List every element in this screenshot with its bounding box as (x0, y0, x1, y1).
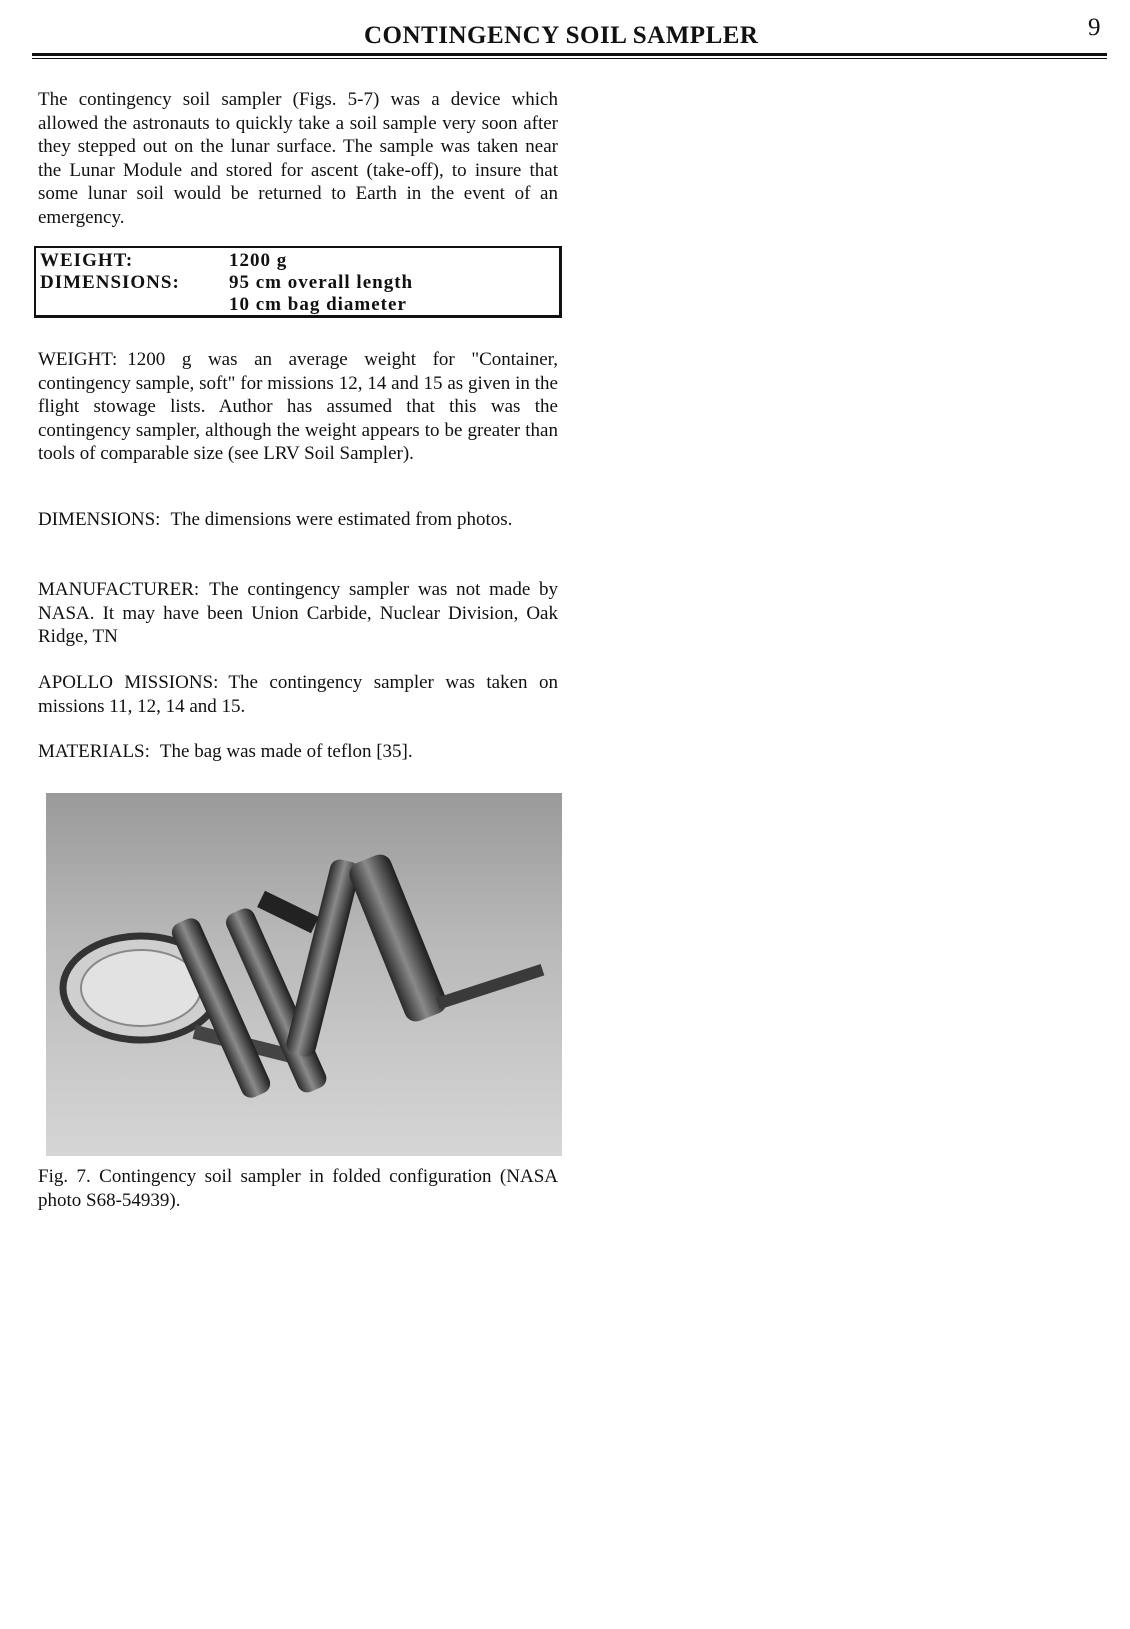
sampler-t-handle (436, 964, 544, 1009)
figure-caption: Fig. 7. Contingency soil sampler in folded configuration (NASA photo S68-54939). (38, 1166, 558, 1211)
manufacturer-note-label: MANUFACTURER: (38, 579, 200, 600)
spec-length-value: 95 cm overall length (229, 272, 414, 293)
weight-note-text: 1200 g was an average weight for "Container, contingency sample, soft" for missions 12, 14 and 15 as given in the flight stowage lists. Author has assumed that this was the contingency sampler, although the weight appears to be greater than tools of comparable size (see LRV Soil Sampler). (38, 349, 558, 464)
missions-note-label: APOLLO MISSIONS: (38, 672, 219, 693)
spec-dimensions-label: DIMENSIONS: (40, 272, 180, 293)
sampler-photo-drawing (46, 793, 562, 1156)
materials-note-text: The bag was made of teflon [35]. (159, 741, 413, 762)
spec-weight-value: 1200 g (229, 250, 288, 271)
spec-box (34, 246, 562, 318)
header-rule-thin (32, 58, 1107, 59)
page-title: CONTINGENCY SOIL SAMPLER (364, 22, 759, 49)
spec-diameter-value: 10 cm bag diameter (229, 294, 407, 315)
manufacturer-note (38, 578, 558, 649)
missions-note-text: The contingency sampler was taken on missions 11, 12, 14 and 15. (38, 672, 558, 717)
sampler-tube-4 (346, 851, 450, 1025)
materials-note (38, 740, 558, 764)
spec-weight-label: WEIGHT: (40, 250, 134, 271)
dimensions-note (38, 508, 558, 532)
weight-note (38, 348, 558, 466)
dimensions-note-label: DIMENSIONS: (38, 509, 161, 530)
materials-note-label: MATERIALS: (38, 741, 150, 762)
weight-note-label: WEIGHT: (38, 349, 118, 370)
dimensions-note-text: The dimensions were estimated from photos. (170, 509, 513, 530)
missions-note (38, 671, 558, 718)
sampler-scoop-inner (81, 950, 201, 1026)
manufacturer-note-text: The contingency sampler was not made by NASA. It may have been Union Carbide, Nuclear Division, Oak Ridge, TN (38, 579, 558, 647)
sampler-tube-3 (284, 857, 361, 1058)
intro-paragraph: The contingency soil sampler (Figs. 5-7) was a device which allowed the astronauts to quickly take a soil sample very soon after they stepped out on the lunar surface. The sample was taken near the Lunar Module and stored for ascent (take-off), to insure that some lunar soil would be returned to Earth in the event of an emergency. (38, 89, 558, 228)
sampler-photo (46, 793, 562, 1156)
scale-ruler (257, 891, 319, 933)
page-number: 9 (1088, 14, 1101, 41)
header-rule-thick (32, 53, 1107, 56)
